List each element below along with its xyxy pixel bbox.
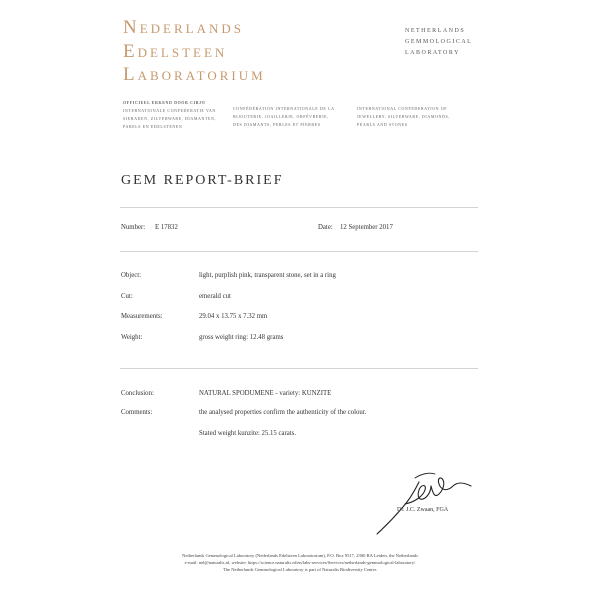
- date-label: Date:: [318, 224, 333, 231]
- divider: [120, 251, 478, 252]
- affiliation-line: INTERNATIONAL CONFEDERATION OF: [357, 106, 448, 111]
- affiliation-line: JEWELLERY, SILVERWARE, DIAMONDS,: [357, 114, 450, 119]
- lab-name-english: [405, 26, 472, 59]
- measurements-value: 29.04 x 13.75 x 7.32 mm: [199, 313, 268, 320]
- footer-address: Netherlands Gemmological Laboratory (Nederlands Edelsteen Laboratorium), P.O. Box 9517, 2300 RA Leiden, the Netherlands: [182, 553, 418, 558]
- lab-name-english-line-1: NETHERLANDS: [405, 28, 466, 34]
- object-label: Object:: [121, 272, 142, 279]
- logo-line-2: Edelsteen: [123, 40, 228, 62]
- affiliation-line: DES DIAMANTS, PERLES ET PIERRES: [233, 122, 321, 127]
- logo-line-3: Laboratorium: [123, 64, 266, 85]
- affiliation-line: PARELS EN EDELSTENEN: [123, 124, 183, 129]
- affiliation-french: [233, 105, 358, 129]
- affiliation-dutch: [123, 99, 248, 131]
- signature-graphic: [375, 468, 485, 538]
- report-title: GEM REPORT-BRIEF: [121, 173, 284, 188]
- conclusion-label: Conclusion:: [121, 390, 154, 397]
- cut-value: emerald cut: [199, 293, 231, 300]
- affiliation-line: BIJOUTERIE, JOAILLERIE, ORFÈVRERIE,: [233, 114, 329, 119]
- affiliation-line: PEARLS AND STONES: [357, 122, 408, 127]
- weight-label: Weight:: [121, 334, 143, 341]
- signer-name: Dr. J.C. Zwaan, FGA: [397, 507, 449, 513]
- logo-line-1: Nederlands: [123, 17, 244, 38]
- affiliation-head: OFFICIEEL ERKEND DOOR CIBJO: [123, 100, 206, 105]
- number-label: Number:: [121, 224, 146, 231]
- affiliation-line: CONFÉDÉRATION INTERNATIONALE DE LA: [233, 106, 335, 111]
- lab-name-english-line-3: LABORATORY: [405, 50, 460, 56]
- lab-logo: [123, 16, 266, 87]
- divider: [120, 368, 478, 369]
- affiliation-line: SIERADEN, ZILVERWARE, DIAMANTEN,: [123, 116, 217, 121]
- affiliation-english: [357, 105, 482, 129]
- affiliation-line: INTERNATIONALE CONFEDERATIE VAN: [123, 108, 216, 113]
- divider: [120, 207, 478, 208]
- measurements-label: Measurements:: [121, 313, 163, 320]
- date-value: 12 September 2017: [340, 224, 393, 231]
- comments-label: Comments:: [121, 409, 153, 416]
- footer: [0, 553, 600, 573]
- footer-contact: e-mail: nel@naturalis.nl, website: https://science.naturalis.nl/en/labs-services/Services/netherlands-gemmological-laboratory/: [184, 559, 416, 565]
- object-value: light, purplish pink, transparent stone, set in a ring: [199, 272, 336, 279]
- conclusion-value: NATURAL SPODUMENE - variety: KUNZITE: [199, 390, 332, 397]
- cut-label: Cut:: [121, 293, 133, 300]
- lab-name-english-line-2: GEMMOLOGICAL: [405, 39, 473, 45]
- weight-value: gross weight ring: 12.48 grams: [199, 334, 284, 341]
- number-value: E 17832: [155, 224, 178, 231]
- footer-note: The Netherlands Gemmological Laboratory is part of Naturalis Biodiversity Center.: [222, 566, 378, 572]
- comments-value: the analysed properties confirm the authenticity of the colour.: [199, 409, 367, 416]
- stated-weight: Stated weight kunzite: 25.15 carats.: [199, 430, 297, 437]
